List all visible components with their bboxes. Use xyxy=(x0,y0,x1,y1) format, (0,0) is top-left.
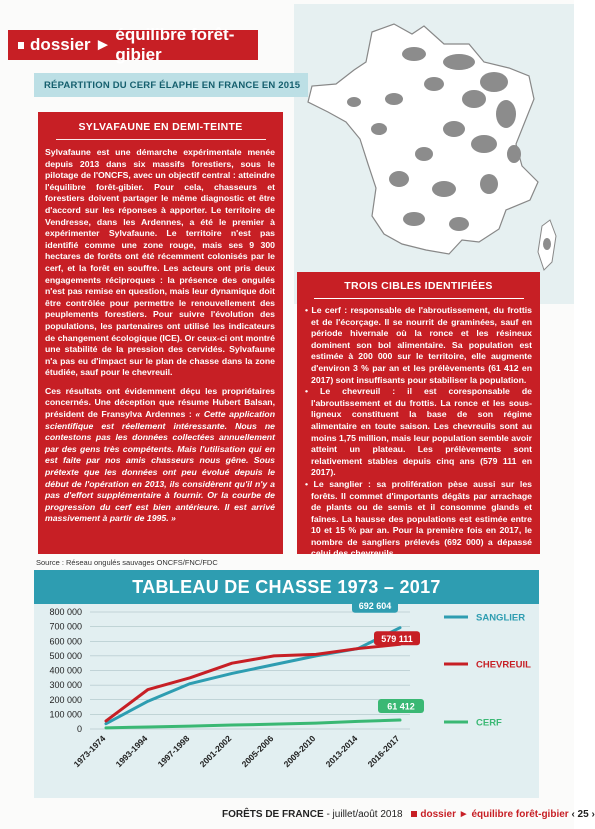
data-point xyxy=(315,654,317,656)
x-tick-label: 1993-1994 xyxy=(113,733,150,770)
data-point xyxy=(147,689,149,691)
y-tick-label: 0 xyxy=(76,724,82,734)
divider xyxy=(56,139,266,140)
data-point xyxy=(273,723,275,725)
header-arrow-icon: ► xyxy=(94,35,112,54)
header-section: dossier xyxy=(30,35,91,54)
hunting-chart xyxy=(34,601,539,798)
sylvafaune-paragraph-1: Sylvafaune est une démarche expérimentale menée depuis 2013 dans six massifs forestiers, sous le pilotage de l'ONCFS, avec un objectif central : atteindre l'équilibre forêt-gibier. Pour cela, chasseurs et forestiers doivent partager le même diagnostic et être d'accord sur les réponses à apporter. Le territoire de Vendresse, dans les Ardennes, a été le premier à expérimenter Sylvafaune. Le territoire n'est pas identifié comme une zone rouge, mais ses 9 300 hectares de forêts ont été récemment colonisés par le cerf, et la forêt en souffre. Les acteurs ont pris deux engagements réciproques : la présence des ongulés n'est pas remise en question, mais leur dynamique doit être contrôlée pour permettre le renouvellement des peuplements forestiers. Pour suivre l'évolution des populations, les partenaires ont utilisé les indicateurs de changement écologique (ICE). Or ceux-ci ont montré une stabilité de la pression des cervidés. Sylvafaune n'a pas eu d'impact sur le plan de chasse dans la zone étudiée, sauf pour le chevreuil. xyxy=(45,147,275,378)
target-list xyxy=(297,305,540,560)
sylvafaune-box xyxy=(38,112,283,554)
data-point xyxy=(399,627,401,629)
series-line-cerf xyxy=(106,720,400,728)
data-point xyxy=(357,648,359,650)
paragraph-2-intro: Ces résultats ont évidemment déçu les propriétaires concernés. Une déception que résume Hubert Balsan, président de Fransylva Ardennes : xyxy=(45,385,275,420)
page-footer xyxy=(222,809,595,820)
x-tick-label: 2013-2014 xyxy=(323,733,360,770)
x-tick-label: 2001-2002 xyxy=(197,733,234,770)
data-point xyxy=(105,723,107,725)
x-tick-label: 2005-2006 xyxy=(239,733,276,770)
data-point xyxy=(231,724,233,726)
data-point xyxy=(147,726,149,728)
divider xyxy=(314,298,524,299)
data-point xyxy=(357,721,359,723)
y-tick-label: 700 000 xyxy=(49,621,82,632)
series-line-sanglier xyxy=(106,628,400,724)
page-number: ‹ 25 › xyxy=(571,809,595,820)
y-tick-label: 200 000 xyxy=(49,694,82,705)
value-label: 61 412 xyxy=(387,701,415,712)
x-tick-label: 2009-2010 xyxy=(281,733,318,770)
y-tick-label: 100 000 xyxy=(49,709,82,720)
data-point xyxy=(273,664,275,666)
data-point xyxy=(105,720,107,722)
sylvafaune-title: SYLVAFAUNE EN DEMI-TEINTE xyxy=(78,121,243,133)
data-point xyxy=(189,683,191,685)
data-point xyxy=(399,719,401,721)
map-title: RÉPARTITION DU CERF ÉLAPHE EN FRANCE EN 2015 xyxy=(34,73,308,97)
footer-section: dossier xyxy=(420,809,456,820)
data-point xyxy=(273,655,275,657)
data-point xyxy=(231,662,233,664)
legend-label: CERF xyxy=(476,717,502,729)
x-tick-label: 1997-1998 xyxy=(155,733,192,770)
y-tick-label: 300 000 xyxy=(49,680,82,691)
footer-issue: - juillet/août 2018 xyxy=(323,809,406,820)
legend-label: CHEVREUIL xyxy=(476,659,531,671)
value-label: 692 604 xyxy=(358,601,392,612)
y-tick-label: 800 000 xyxy=(49,607,82,617)
section-header xyxy=(8,25,258,64)
footer-topic: équilibre forêt-gibier xyxy=(471,809,569,820)
data-point xyxy=(315,722,317,724)
data-point xyxy=(105,727,107,729)
france-map xyxy=(294,4,574,304)
map-background xyxy=(294,4,574,304)
y-tick-label: 600 000 xyxy=(49,636,82,647)
y-tick-label: 400 000 xyxy=(49,665,82,676)
data-point xyxy=(231,673,233,675)
header-topic: équilibre forêt-gibier xyxy=(115,25,235,64)
y-tick-label: 500 000 xyxy=(49,650,82,661)
legend-label: SANGLIER xyxy=(476,612,526,624)
target-item-chevreuil: • Le chevreuil : il est coresponsable de l'abroutissement et du frottis. La ronce et les sous-ligneux constituent la base de son régime alimentaire en toute saison. Les chevreuils sont au moins 1,75 million, mais leur population semble avoir atteint un plateau. Les prélèvements sont relativement stables depuis cinq ans (579 111 en 2017). xyxy=(305,386,532,478)
bullet-square-icon xyxy=(411,811,417,817)
source-note: Source : Réseau ongulés sauvages ONCFS/FNC/FDC xyxy=(36,558,218,567)
footer-arrow-icon: ► xyxy=(458,809,469,820)
x-tick-label: 2016-2017 xyxy=(365,733,402,770)
chart-title: TABLEAU DE CHASSE 1973 – 2017 xyxy=(34,570,539,604)
target-item-sanglier: • Le sanglier : sa prolifération pèse aussi sur les forêts. Il commet d'importants dégâts par arrachage de plants ou de semis et il consomme glands et faînes. La hausse des populations est estimée entre 10 et 15 % par an. Pour la première fois en 2017, le nombre de sangliers prélevés (692 000) a dépassé celui des chevreuils. xyxy=(305,478,532,559)
x-tick-label: 1973-1974 xyxy=(71,733,108,770)
data-point xyxy=(189,725,191,727)
balsan-quote: « Cette application scientifique est réellement intéressante. Nous ne contestons pas les données collectées annuellement par des gens très compétents. Mais l'utilisation qui en est faite par nos amis chasseurs nous gêne. Sous prétexte que les données ont peu évolué depuis le début de l'opération en 2013, ils considèrent qu'il n'y a pas d'effort supplémentaire à fournir. Or la courbe de progression du cerf est bien antérieure. Il est arrivé massivement à partir de 1995. » xyxy=(45,409,275,524)
sylvafaune-paragraph-2 xyxy=(38,386,283,525)
target-item-cerf: • Le cerf : responsable de l'abroutissement, du frottis et de l'écorçage. Il se nourrit de graminées, sauf en période hivernale où la ronce et les résineux dominent son bol alimentaire. Sa population est estimée à 200 000 sur le territoire, elle augmente d'environ 3 % par an et les prélèvements (61 412 en 2017) sont insuffisants pour stabiliser la population. xyxy=(305,305,532,385)
trois-cibles-title: TROIS CIBLES IDENTIFIÉES xyxy=(344,280,493,292)
footer-magazine: FORÊTS DE FRANCE xyxy=(222,809,324,820)
data-point xyxy=(147,700,149,702)
trois-cibles-box xyxy=(297,272,540,559)
data-point xyxy=(189,677,191,679)
value-label: 579 111 xyxy=(381,633,413,644)
bullet-square-icon xyxy=(18,42,24,49)
